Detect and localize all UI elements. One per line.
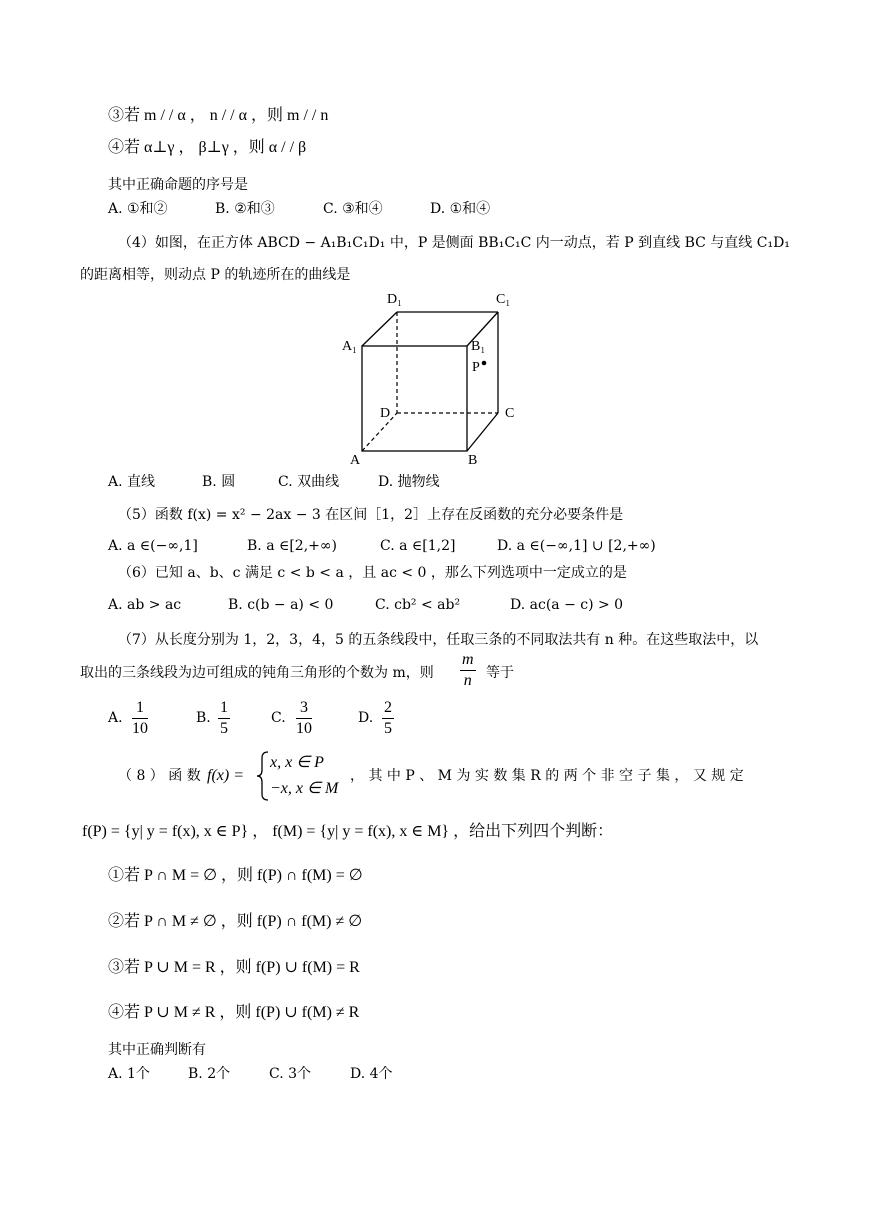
label-b: B [468, 453, 478, 468]
q3-item-3: ③若 m / / α ， n / / α ，则 m / / n [108, 107, 329, 124]
q4-line-1: （4）如图，在正方体 ABCD − A₁B₁C₁D₁ 中，P 是侧面 BB₁C₁C 内一动点，若 P 到直线 BC 与直线 C₁D₁ [118, 235, 790, 251]
q8-piece-1: x, x ∈ P [270, 754, 324, 771]
q8-defs: f(P) = {y| y = f(x), x ∈ P} ， f(M) = {y| y = f(x), x ∈ M} ，给出下列四个判断： [82, 823, 614, 840]
q7-option-a-frac: $\frac{1}{10}$ [132, 699, 148, 737]
label-a1: A₁ [342, 339, 357, 354]
q7-option-d-frac: $\frac{2}{5}$ [384, 699, 392, 737]
q7-option-b-label: B. [196, 710, 211, 726]
q8-item-1: ①若 P ∩ M = ∅ ，则 f(P) ∩ f(M) = ∅ [108, 867, 363, 884]
q7-option-b-frac: $\frac{1}{5}$ [220, 699, 228, 737]
q6-option-d: D. ac(a − c) > 0 [510, 597, 624, 613]
q3-prompt: 其中正确命题的序号是 [108, 177, 248, 193]
cube-figure [330, 285, 530, 470]
q4-option-a: A. 直线 [108, 474, 156, 490]
q8-post: ， 其 中 P 、 M 为 实 数 集 R 的 两 个 非 空 子 集 ， 又 规 定 [350, 768, 744, 784]
q6-line: （6）已知 a、b、c 满足 c < b < a ，且 ac < 0 ，那么下列选项中一定成立的是 [118, 565, 627, 581]
label-b1: B₁ [471, 339, 486, 354]
q7-line-1: （7）从长度分别为 1，2，3，4，5 的五条线段中，任取三条的不同取法共有 n 种。在这些取法中，以 [118, 632, 759, 648]
q8-option-b: B. 2个 [188, 1066, 231, 1082]
q7-frac-den: n [463, 672, 472, 689]
label-c: C [505, 406, 515, 421]
q3-item-4: ④若 α⊥γ ， β⊥γ ，则 α / / β [108, 139, 307, 156]
label-c1: C₁ [496, 292, 511, 307]
q8-piece-2: −x, x ∈ M [270, 780, 339, 797]
q5-option-b: B. a ∈[2,+∞) [247, 538, 338, 554]
q5-option-d: D. a ∈(−∞,1] ∪ [2,+∞) [497, 538, 656, 554]
q4-option-b: B. 圆 [202, 474, 236, 490]
q8-item-2: ②若 P ∩ M ≠ ∅ ，则 f(P) ∩ f(M) ≠ ∅ [108, 913, 363, 930]
q3-option-b: B. ②和③ [215, 201, 275, 217]
brace-icon [256, 750, 270, 802]
q8-option-a: A. 1个 [108, 1066, 150, 1082]
q5-line: （5）函数 f(x) = x² − 2ax − 3 在区间［1，2］上存在反函数的充分必要条件是 [118, 507, 624, 523]
q7-fraction [460, 650, 476, 691]
q7-line-2-post: 等于 [486, 665, 514, 681]
q6-option-b: B. c(b − a) < 0 [228, 597, 334, 613]
q6-option-a: A. ab > ac [108, 597, 182, 613]
q7-frac-num: m [460, 650, 476, 671]
q7-option-a-label: A. [108, 710, 123, 726]
q8-item-4: ④若 P ∪ M ≠ R ，则 f(P) ∪ f(M) ≠ R [108, 1004, 360, 1021]
q3-option-a: A. ①和② [108, 201, 168, 217]
q5-option-a: A. a ∈(−∞,1] [108, 538, 198, 554]
q4-line-2: 的距离相等，则动点 P 的轨迹所在的曲线是 [80, 267, 351, 283]
q8-option-c: C. 3个 [269, 1066, 312, 1082]
q8-prompt: 其中正确判断有 [108, 1042, 206, 1058]
label-d1: D₁ [387, 292, 402, 307]
q4-option-d: D. 抛物线 [378, 474, 440, 490]
q6-option-c: C. cb² < ab² [375, 597, 461, 613]
q7-line-2-pre: 取出的三条线段为边可组成的钝角三角形的个数为 m，则 [80, 665, 434, 681]
q8-pre: （ 8 ） 函 数 [118, 768, 201, 784]
q7-option-c-frac: $\frac{3}{10}$ [296, 699, 312, 737]
q8-item-3: ③若 P ∪ M = R ，则 f(P) ∪ f(M) = R [108, 959, 360, 976]
q8-option-d: D. 4个 [350, 1066, 393, 1082]
q7-option-c-label: C. [271, 710, 286, 726]
label-d: D [380, 406, 391, 421]
q3-option-d: D. ①和④ [430, 201, 491, 217]
label-a: A [350, 453, 361, 468]
q4-option-c: C. 双曲线 [278, 474, 340, 490]
q5-option-c: C. a ∈[1,2] [380, 538, 456, 554]
q7-option-d-label: D. [358, 710, 374, 726]
q7-line-2 [80, 663, 434, 683]
q8-fx: f(x) = [207, 767, 244, 784]
label-p: P [472, 360, 480, 375]
q3-option-c: C. ③和④ [323, 201, 383, 217]
